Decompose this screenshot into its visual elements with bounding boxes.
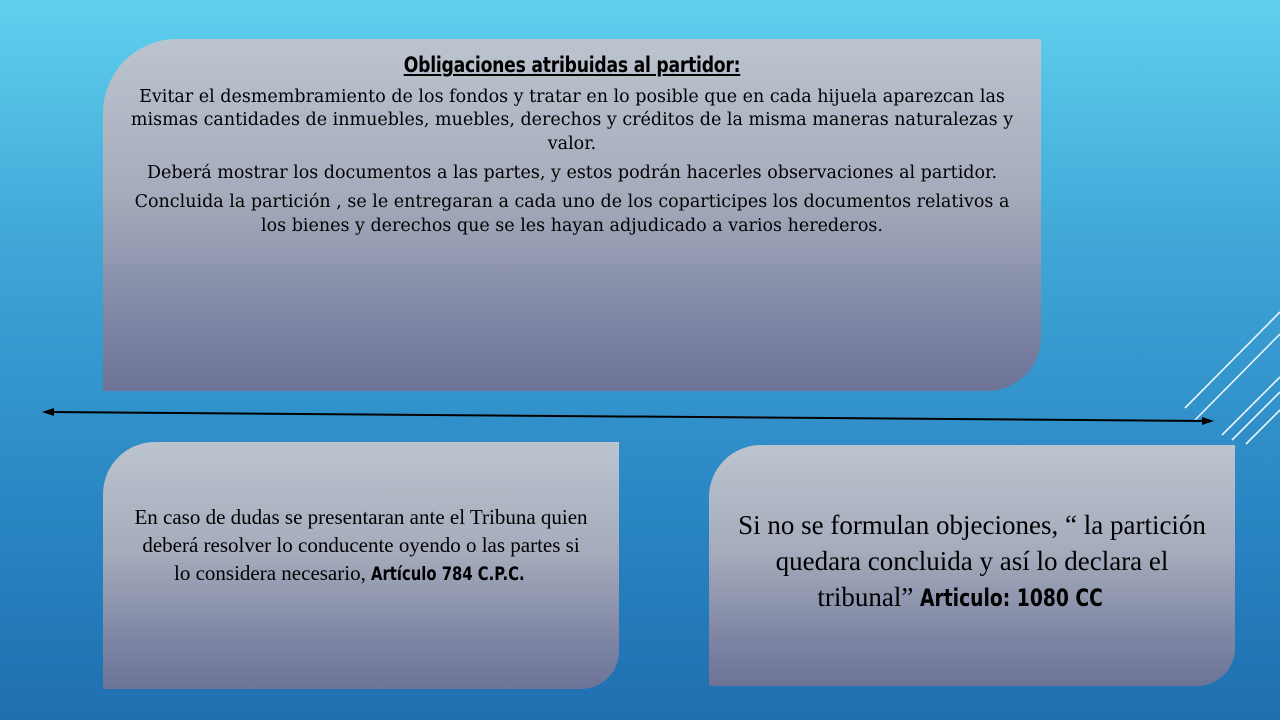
no-objections-text-block — [731, 507, 1213, 616]
obligations-box — [103, 39, 1041, 391]
corner-stripes-decoration — [1185, 312, 1280, 444]
obligation-paragraph-2: Deberá mostrar los documentos a las partes, y estos podrán hacerles observaciones al partidor. — [146, 162, 998, 183]
obligation-paragraph-3: Concluida la partición , se le entregaran a cada uno de los coparticipes los documentos relativos a los bienes y derechos que se les hayan adjudicado a varios herederos. — [134, 192, 1010, 236]
double-arrow-connector — [42, 408, 1214, 425]
doubts-text-block — [133, 504, 589, 588]
no-objections-citation: Articulo: 1080 CC — [920, 584, 1104, 613]
obligation-paragraph-1: Evitar el desmembramiento de los fondos y tratar en lo posible que en cada hijuela aparezcan las mismas cantidades de inmuebles, muebles, derechos y créditos de la misma maneras naturalezas y valor. — [130, 87, 1014, 154]
no-objections-box — [709, 445, 1235, 686]
doubts-text: En caso de dudas se presentaran ante el Tribuna quien deberá resolver lo conducente oyendo o las partes si lo considera necesario, — [134, 505, 588, 585]
no-objections-text: Si no se formulan objeciones, “ la partición quedara concluida y así lo declara el tribunal” — [738, 510, 1206, 613]
obligations-heading: Obligaciones atribuidas al partidor: — [403, 53, 741, 77]
doubts-box — [103, 442, 619, 689]
doubts-citation: Artículo 784 C.P.C. — [371, 562, 525, 585]
